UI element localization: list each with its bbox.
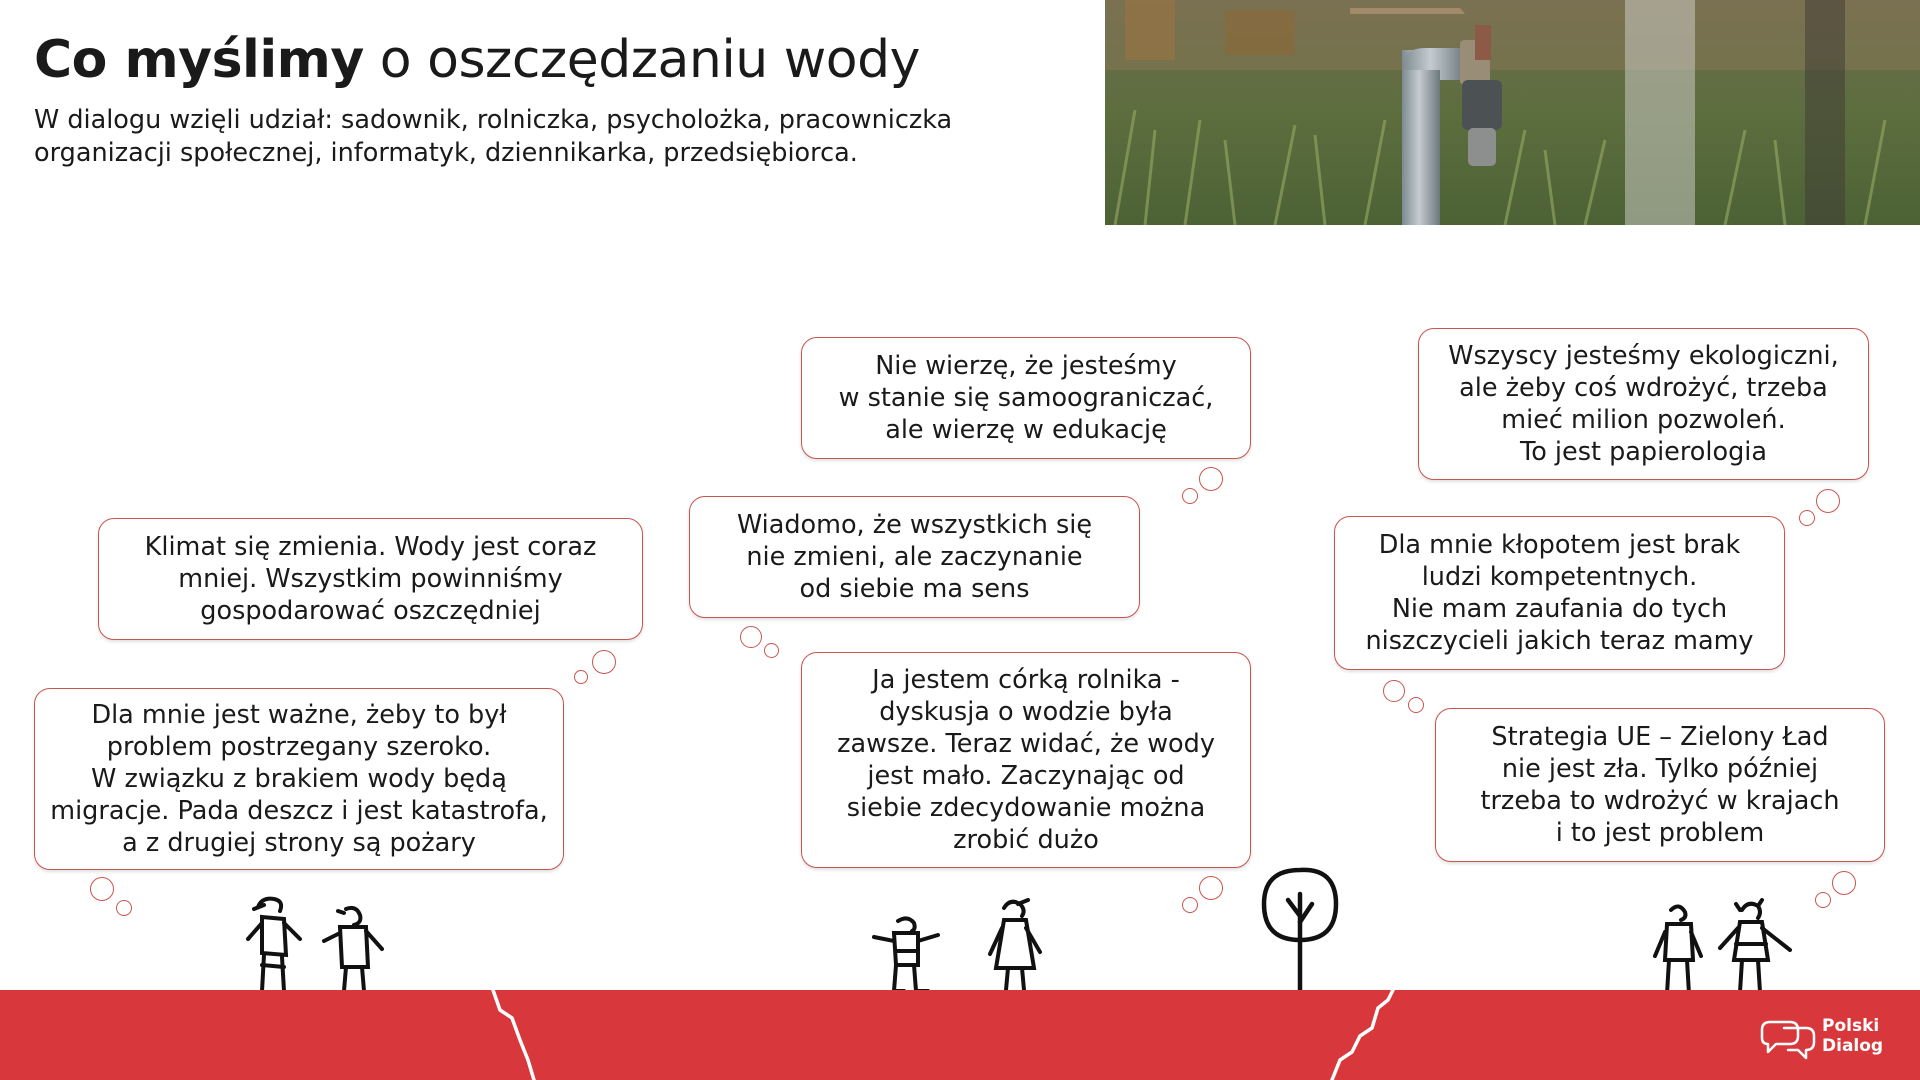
quote-bubble-climate: Klimat się zmienia. Wody jest coraz mniej. Wszystkim powinniśmy gospodarować oszczędniej xyxy=(98,518,643,640)
quote-bubble-education: Nie wierzę, że jesteśmy w stanie się samoograniczać, ale wierzę w edukację xyxy=(801,337,1251,459)
brand-line-2: Dialog xyxy=(1822,1036,1884,1056)
quote-bubble-migration: Dla mnie jest ważne, żeby to był problem postrzegany szeroko. W związku z brakiem wody będą migracje. Pada deszcz i jest katastrofa, a z drugiej strony są pożary xyxy=(34,688,564,870)
quote-bubble-farmer-daughter: Ja jestem córką rolnika - dyskusja o wodzie była zawsze. Teraz widać, że wody jest mało. Zaczynając od siebie zdecydowanie można zrobić dużo xyxy=(801,652,1251,868)
page-subtitle: W dialogu wzięli udział: sadownik, rolniczka, psycholożka, pracowniczka organizacji społecznej, informatyk, dziennikarka, przedsiębiorca. xyxy=(34,105,953,168)
title-rest: o oszczędzaniu wody xyxy=(363,30,920,90)
quote-bubble-start-yourself: Wiadomo, że wszystkich się nie zmieni, ale zaczynanie od siebie ma sens xyxy=(689,496,1140,618)
quote-bubble-competence: Dla mnie kłopotem jest brak ludzi kompetentnych. Nie mam zaufania do tych niszczycieli jakich teraz mamy xyxy=(1334,516,1785,670)
brand-logo-text xyxy=(1822,1016,1883,1056)
title-bold: Co myślimy xyxy=(34,30,364,90)
quote-bubble-paperwork: Wszyscy jesteśmy ekologiczni, ale żeby coś wdrożyć, trzeba mieć milion pozwoleń. To jest papierologia xyxy=(1418,328,1869,480)
quote-bubble-green-deal: Strategia UE – Zielony Ład nie jest zła. Tylko później trzeba to wdrożyć w krajach i to jest problem xyxy=(1435,708,1885,862)
brand-line-1: Polski xyxy=(1822,1016,1880,1036)
